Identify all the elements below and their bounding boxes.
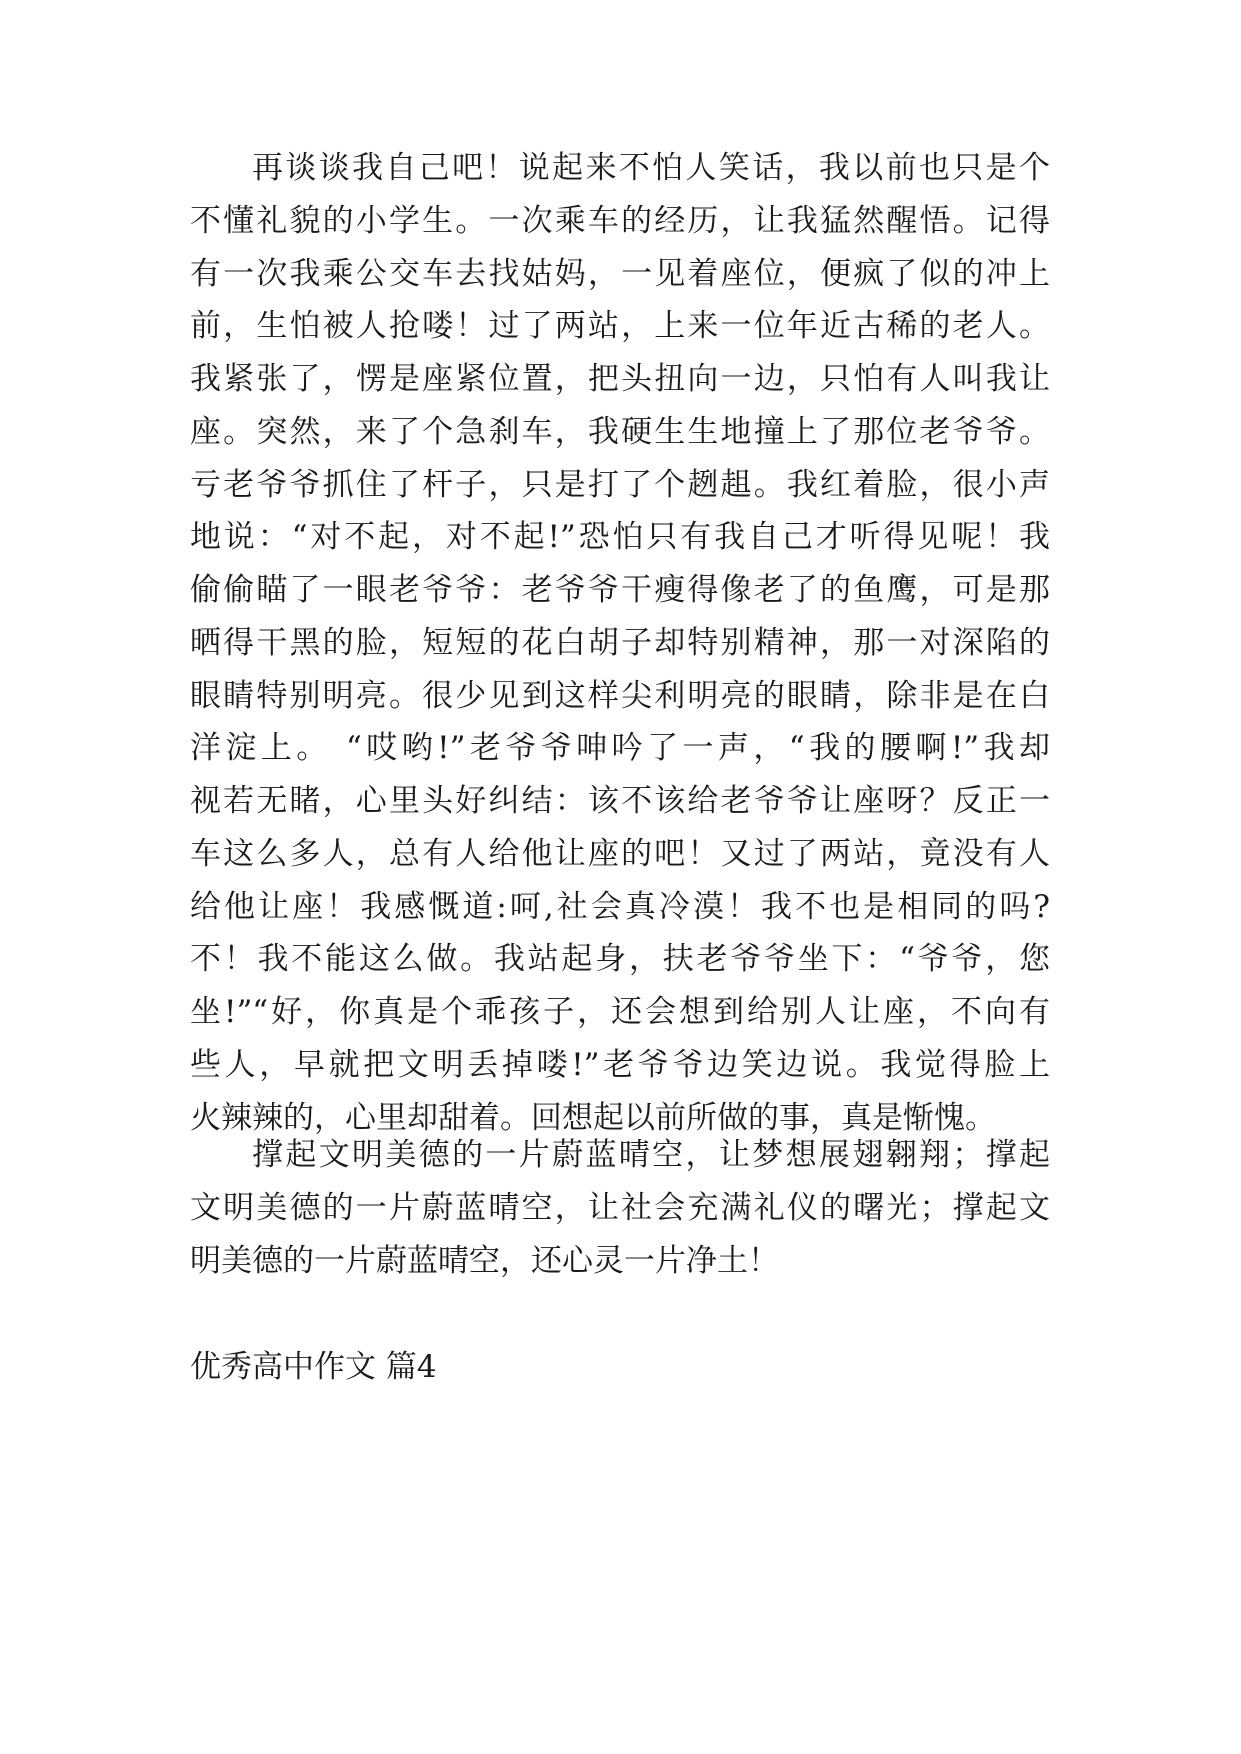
paragraph-1-line: 视若无睹，心里头好纠结：该不该给老爷爷让座呀？反正一 xyxy=(190,783,1050,819)
paragraph-1-line: 洋淀上。 “哎哟!”老爷爷呻吟了一声，“我的腰啊!”我却 xyxy=(190,730,1050,767)
paragraph-1-line: 座。突然，来了个急刹车，我硬生生地撞上了那位老爷爷。 xyxy=(190,413,1050,450)
paragraph-1-line: 眼睛特别明亮。很少见到这样尖利明亮的眼睛，除非是在白 xyxy=(190,677,1050,714)
paragraph-1-line: 给他让座！我感慨道:呵,社会真冷漠！我不也是相同的吗? xyxy=(190,888,1050,925)
paragraph-1-line: 晒得干黑的脸，短短的花白胡子却特别精神，那一对深陷的 xyxy=(190,624,1050,661)
paragraph-2-line: 撑起文明美德的一片蔚蓝晴空，让梦想展翅翱翔；撑起 xyxy=(252,1137,1050,1173)
paragraph-1-line: 车这么多人，总有人给他让座的吧！又过了两站，竟没有人 xyxy=(190,835,1050,872)
paragraph-1-line: 些人，早就把文明丢掉喽!”老爷爷边笑边说。我觉得脸上 xyxy=(190,1046,1050,1083)
paragraph-1-line: 我紧张了，愣是座紧位置，把头扭向一边，只怕有人叫我让 xyxy=(190,361,1050,397)
paragraph-2-line: 明美德的一片蔚蓝晴空，还心灵一片净土！ xyxy=(190,1242,779,1279)
paragraph-1-line: 偷偷瞄了一眼老爷爷：老爷爷干瘦得像老了的鱼鹰，可是那 xyxy=(190,572,1050,608)
paragraph-1-line: 地说：“对不起，对不起!”恐怕只有我自己才听得见呢！我 xyxy=(190,519,1050,556)
paragraph-2-line: 文明美德的一片蔚蓝晴空，让社会充满礼仪的曙光；撑起文 xyxy=(190,1189,1050,1226)
paragraph-1-line: 前，生怕被人抢喽！过了两站，上来一位年近古稀的老人。 xyxy=(190,308,1050,345)
paragraph-1-line: 坐!”“好，你真是个乖孩子，还会想到给别人让座，不向有 xyxy=(190,994,1050,1030)
paragraph-1-line: 有一次我乘公交车去找姑妈，一见着座位，便疯了似的冲上 xyxy=(190,255,1050,292)
paragraph-1-line: 亏老爷爷抓住了杆子，只是打了个趔趄。我红着脸，很小声 xyxy=(190,466,1050,503)
section-heading: 优秀高中作文 篇4 xyxy=(190,1349,437,1385)
paragraph-1-line: 再谈谈我自己吧！说起来不怕人笑话，我以前也只是个 xyxy=(252,150,1050,186)
paragraph-1-line: 火辣辣的，心里却甜着。回想起以前所做的事，真是惭愧。 xyxy=(190,1099,996,1136)
paragraph-1-line: 不懂礼貌的小学生。一次乘车的经历，让我猛然醒悟。记得 xyxy=(190,202,1050,239)
paragraph-1-line: 不！我不能这么做。我站起身，扶老爷爷坐下：“爷爷，您 xyxy=(190,941,1050,978)
